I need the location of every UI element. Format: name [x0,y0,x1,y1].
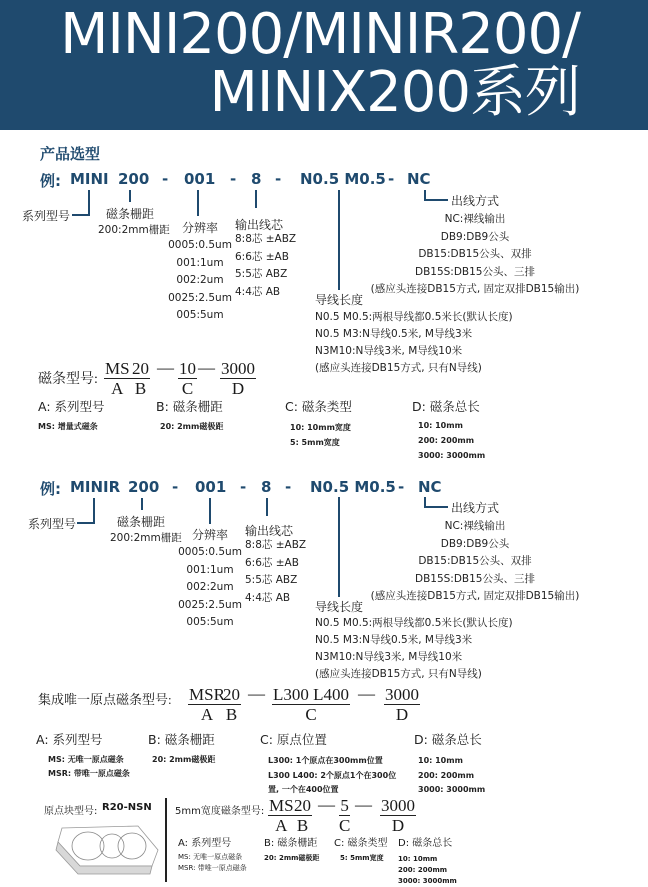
code-dash: - [230,170,237,188]
series-label: 系列型号 [28,517,77,531]
pitch-title: 磁条栅距 [106,207,155,221]
code-pitch: 200 [128,478,160,496]
cores-title: 输出线芯 [235,218,284,232]
connector-line [255,190,257,208]
code-dash: - [172,478,179,496]
col-c-list: L300: 1个原点在300mm位置 L300 L400: 2个原点1个在300位 置, 一个在400位置 [268,756,397,794]
wire-length-list: N0.5 M0.5:两根导线都0.5米长(默认长度) N0.5 M3:N导线0.5米, M导线3米 N3M10:N导线3米, M导线10米 (感应头连接DB15方式, 只有N导线) [315,311,513,374]
code-cores: 8 [251,170,262,188]
code-wire-length: N0.5 M0.5 [310,478,396,496]
pitch-value: 200:2mm栅距 [110,532,182,544]
code-part-c: 10 C [179,359,196,398]
dash: — [318,795,335,814]
code-part-a: MS A [269,796,294,835]
connector-line [424,506,448,508]
col-d-head: D: 磁条总长 [398,838,453,849]
connector-line [72,214,90,216]
wire-length-list: N0.5 M0.5:两根导线都0.5米长(默认长度) N0.5 M3:N导线0.5米, M导线3米 N3M10:N导线3米, M导线10米 (感应头连接DB15方式, 只有N导线) [315,617,513,680]
col-b-item: 20: 2mm磁极距 [160,422,224,431]
connector-line [93,498,95,524]
col-c-item: 5: 5mm宽度 [340,854,384,862]
dash: — [157,358,174,377]
code-dash: - [388,170,395,188]
col-a-head: A: 系列型号 [178,838,232,849]
resolution-list: 0005:0.5um 001:1um 002:2um 0025:2.5um 005:5um [168,239,232,321]
col-d-list: 10: 10mm 200: 200mm 3000: 3000mm [418,756,486,794]
output-title: 出线方式 [451,501,500,515]
code-dash: - [398,478,405,496]
connector-line [141,498,143,510]
output-title: 出线方式 [451,194,500,208]
col-c-list: 10: 10mm宽度 5: 5mm宽度 [290,423,351,447]
code-part-b: 20 B [132,359,149,398]
col-d-list: 10: 10mm 200: 200mm 3000: 3000mm [418,421,486,460]
connector-line [338,190,340,290]
title-banner [0,0,648,130]
col-c-head: C: 原点位置 [260,732,327,747]
resolution-title: 分辨率 [182,221,219,235]
code-part-d: 3000 D [381,796,415,835]
code-series: MINIR [70,478,121,496]
example-prefix: 例: [40,172,61,190]
code-resolution: 001 [195,478,227,496]
code-part-a: MSR A [189,685,225,724]
strip-label: 集成唯一原点磁条型号: [38,692,172,707]
origin-block-label: 原点块型号: [44,806,98,817]
section-title: 产品选型 [40,145,101,163]
wire-length-title: 导线长度 [315,600,364,614]
code-output: NC [407,170,431,188]
output-list: NC:裸线输出 DB9:DB9公头 DB15:DB15公头、双排 DB15S:DB15公头、三排 (感应头连接DB15方式, 固定双排DB15输出) [370,520,580,602]
dash: — [248,684,265,703]
code-dash: - [275,170,282,188]
col-b-item: 20: 2mm磁极距 [264,854,320,862]
cores-list: 8:8芯 ±ABZ 6:6芯 ±AB 5:5芯 ABZ 4:4芯 AB [235,233,297,298]
col-a-list: MS: 无唯一原点磁条 MSR: 带唯一原点磁条 [178,853,247,872]
dash: — [355,795,372,814]
col-a-head: A: 系列型号 [38,399,105,414]
code-part-c: 5 C [339,796,351,835]
connector-line [88,190,90,216]
pitch-value: 200:2mm栅距 [98,224,170,236]
dash: — [198,358,215,377]
col-a-item: MS: 增量式磁条 [38,422,98,431]
col-b-head: B: 磁条栅距 [156,399,223,414]
col-b-head: B: 磁条栅距 [264,838,318,849]
resolution-title: 分辨率 [192,528,229,542]
connector-line [77,522,95,524]
cores-title: 输出线芯 [245,524,294,538]
code-dash: - [285,478,292,496]
divider [165,798,167,882]
connector-line [338,497,340,597]
connector-line [209,498,211,524]
code-cores: 8 [261,478,272,496]
origin-block-icon [40,822,165,882]
col-d-head: D: 磁条总长 [414,732,482,747]
connector-line [424,199,448,201]
series-label: 系列型号 [22,209,71,223]
col-c-head: C: 磁条类型 [334,838,388,849]
wire-length-title: 导线长度 [315,293,364,307]
code-part-b: 20 B [223,685,240,724]
col-c-head: C: 磁条类型 [285,399,352,414]
connector-line [197,190,199,216]
code-part-d: 3000 D [221,359,255,398]
code-resolution: 001 [184,170,216,188]
col-b-head: B: 磁条栅距 [148,732,215,747]
title-line-2: MINIX200系列 [209,60,580,125]
example-prefix: 例: [40,480,61,498]
origin-block-model: R20-NSN [102,802,152,813]
title-line-1: MINI200/MINIR200/ [60,2,580,67]
code-dash: - [162,170,169,188]
pitch-title: 磁条栅距 [117,515,166,529]
connector-line [266,498,268,516]
col-a-list: MS: 无唯一原点磁条 MSR: 带唯一原点磁条 [48,755,130,778]
code-part-d: 3000 D [385,685,419,724]
code-wire-length: N0.5 M0.5 [300,170,386,188]
code-part-b: 20 B [294,796,311,835]
code-part-a: MS A [105,359,130,398]
strip-label: 5mm宽度磁条型号: [175,806,265,817]
dash: — [358,684,375,703]
code-output: NC [418,478,442,496]
cores-list: 8:8芯 ±ABZ 6:6芯 ±AB 5:5芯 ABZ 4:4芯 AB [245,539,307,604]
col-d-list: 10: 10mm 200: 200mm 3000: 3000mm [398,855,457,885]
col-a-head: A: 系列型号 [36,732,103,747]
code-part-c: L300 L400 C [273,685,350,724]
connector-line [129,190,131,202]
col-d-head: D: 磁条总长 [412,399,480,414]
output-list: NC:裸线输出 DB9:DB9公头 DB15:DB15公头、双排 DB15S:DB15公头、三排 (感应头连接DB15方式, 固定双排DB15输出) [370,213,580,295]
resolution-list: 0005:0.5um 001:1um 002:2um 0025:2.5um 005:5um [178,546,242,628]
code-pitch: 200 [118,170,150,188]
code-series: MINI [70,170,109,188]
col-b-item: 20: 2mm磁极距 [152,755,216,764]
code-dash: - [240,478,247,496]
strip-label: 磁条型号: [38,372,98,387]
